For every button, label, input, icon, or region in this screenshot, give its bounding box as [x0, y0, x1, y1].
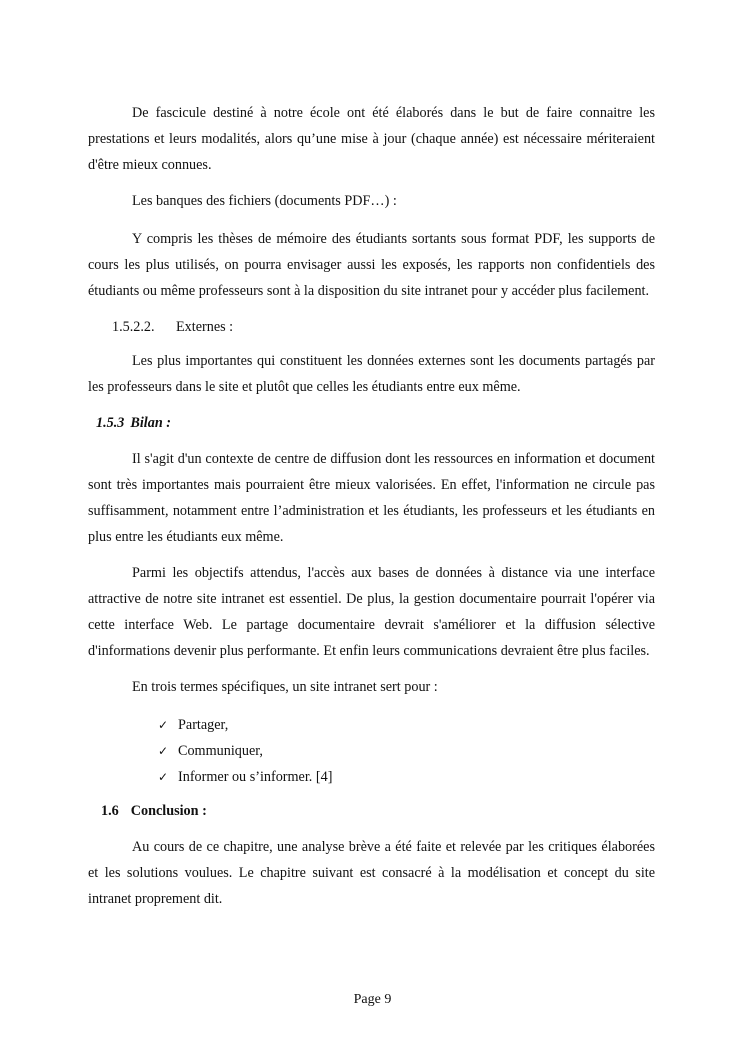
subheading-externes [88, 314, 655, 340]
paragraph-donnees-externes: Les plus importantes qui constituent les données externes sont les documents partagés par les professeurs dans le site et plutôt que celles les étudiants entre eux même. [88, 353, 655, 395]
list-item [158, 738, 655, 764]
heading-number: 1.5.3 [96, 415, 125, 431]
document-page [88, 100, 655, 922]
page-number: Page 9 [353, 992, 392, 1007]
list-item [158, 712, 655, 738]
subheading-title: Externes : [176, 319, 234, 335]
heading-title: Conclusion : [130, 803, 207, 819]
paragraph-banques-fichiers: Les banques des fichiers (documents PDF…) : [132, 193, 397, 209]
paragraph-theses: Y compris les thèses de mémoire des étudiants sortants sous format PDF, les supports de cours les plus utilisés, on pourra envisager aussi les exposés, les rapports non confidentiels des étudiants ou même professeurs sont à la disposition du site intranet pour y accéder plus facilement. [88, 231, 655, 299]
heading-number: 1.6 [101, 803, 119, 819]
checkmark-icon: ✓ [158, 770, 169, 784]
list-item [158, 764, 655, 790]
list-item-text: Partager, [178, 717, 229, 733]
paragraph-contexte: Il s'agit d'un contexte de centre de diffusion dont les ressources en information et document sont très importantes mais pourraient être mieux valorisées. En effet, l'information ne circule pas suffisamment, notamment entre l’administration et les étudiants, les professeurs et les étudiants en plus entre les étudiants eux même. [88, 451, 655, 545]
subheading-number: 1.5.2.2. [112, 319, 155, 335]
heading-title: Bilan : [130, 415, 171, 431]
checkmark-icon: ✓ [158, 744, 169, 758]
paragraph-trois-termes: En trois termes spécifiques, un site intranet sert pour : [132, 679, 438, 695]
checkmark-icon: ✓ [158, 718, 169, 732]
heading-bilan [88, 410, 655, 436]
list-item-text: Communiquer, [178, 743, 263, 759]
list-item-text: Informer ou s’informer. [4] [178, 769, 333, 785]
paragraph-fascicule: De fascicule destiné à notre école ont été élaborés dans le but de faire connaitre les prestations et leurs modalités, alors qu’une mise à jour (chaque année) est nécessaire mériteraient d'être mieux connues. [88, 105, 655, 173]
heading-conclusion [88, 798, 655, 824]
paragraph-conclusion: Au cours de ce chapitre, une analyse brève a été faite et relevée par les critiques élaborées et les solutions voulues. Le chapitre suivant est consacré à la modélisation et concept du site intranet proprement dit. [88, 839, 655, 907]
bullet-list [88, 712, 655, 790]
paragraph-objectifs: Parmi les objectifs attendus, l'accès aux bases de données à distance via une interface attractive de notre site intranet est essentiel. De plus, la gestion documentaire pourrait l'opérer via cette interface Web. Le partage documentaire devrait s'améliorer et la diffusion sélective d'informations devenir plus performante. Et enfin leurs communications devraient être plus faciles. [88, 565, 655, 659]
